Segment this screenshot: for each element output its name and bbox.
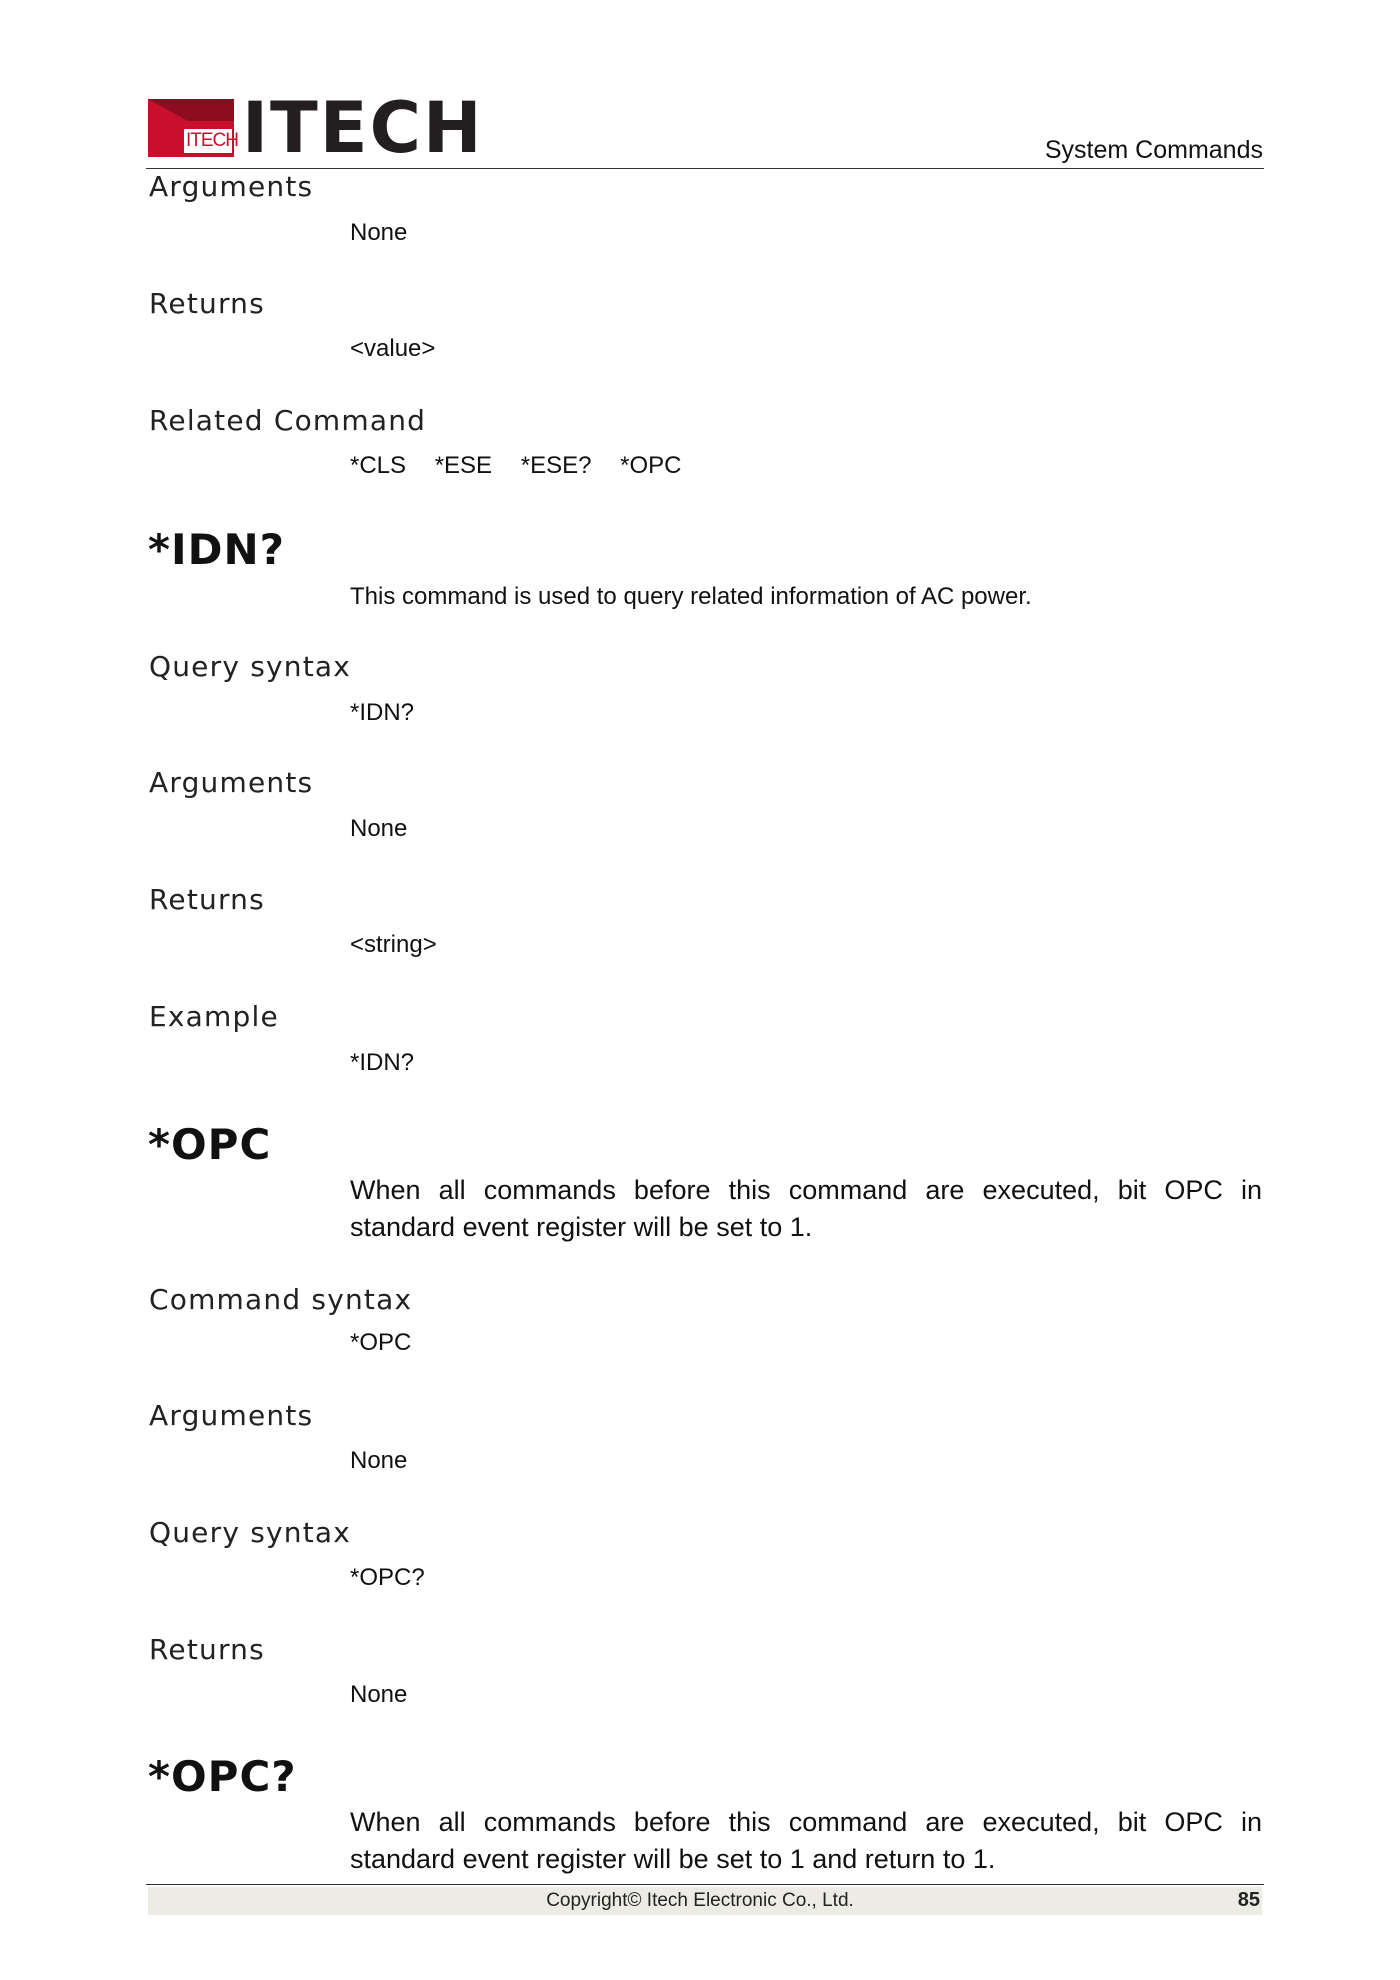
itech-logo bbox=[148, 87, 484, 169]
opc-description: When all commands before this command are executed, bit OPC in standard event register will be set to 1. bbox=[350, 1175, 1262, 1242]
command-syntax-value: *OPC bbox=[350, 1329, 412, 1356]
idn-heading: *IDN? bbox=[148, 525, 285, 574]
page-number: 85 bbox=[1237, 1889, 1260, 1911]
returns-value: <value> bbox=[350, 335, 436, 362]
returns-value: <string> bbox=[350, 931, 437, 958]
arguments-label: Arguments bbox=[149, 170, 314, 203]
query-syntax-value: *OPC? bbox=[350, 1564, 425, 1591]
logo-badge-text: ITECH bbox=[186, 130, 238, 151]
related-command: *ESE? bbox=[520, 452, 592, 479]
logo-wordmark: ITECH bbox=[242, 87, 484, 169]
query-syntax-label: Query syntax bbox=[149, 1516, 352, 1549]
opc-query-heading: *OPC? bbox=[148, 1752, 297, 1801]
query-syntax-value: *IDN? bbox=[350, 699, 415, 726]
opc-heading: *OPC bbox=[148, 1120, 272, 1169]
related-command-label: Related Command bbox=[149, 404, 427, 437]
returns-value: None bbox=[350, 1681, 408, 1708]
arguments-label: Arguments bbox=[149, 1399, 314, 1432]
section-title: System Commands bbox=[1044, 136, 1263, 164]
opc-query-description: When all commands before this command are executed, bit OPC in standard event register will be set to 1 and return to 1. bbox=[350, 1807, 1262, 1874]
related-command: *OPC bbox=[620, 452, 682, 479]
command-syntax-label: Command syntax bbox=[149, 1283, 413, 1316]
arguments-value: None bbox=[350, 1447, 408, 1474]
returns-label: Returns bbox=[149, 287, 265, 320]
arguments-value: None bbox=[350, 219, 408, 246]
example-label: Example bbox=[149, 1000, 279, 1033]
logo-badge-icon bbox=[148, 99, 238, 157]
arguments-value: None bbox=[350, 815, 408, 842]
returns-label: Returns bbox=[149, 883, 265, 916]
related-command: *ESE bbox=[434, 452, 493, 479]
footer-divider bbox=[146, 1884, 1264, 1885]
related-command-list bbox=[350, 451, 704, 481]
query-syntax-label: Query syntax bbox=[149, 650, 352, 683]
header-divider bbox=[146, 168, 1264, 169]
related-command: *CLS bbox=[350, 452, 407, 479]
returns-label: Returns bbox=[149, 1633, 265, 1666]
idn-description: This command is used to query related information of AC power. bbox=[350, 583, 1032, 610]
arguments-label: Arguments bbox=[149, 766, 314, 799]
example-value: *IDN? bbox=[350, 1049, 415, 1076]
copyright: Copyright© Itech Electronic Co., Ltd. bbox=[546, 1890, 854, 1911]
